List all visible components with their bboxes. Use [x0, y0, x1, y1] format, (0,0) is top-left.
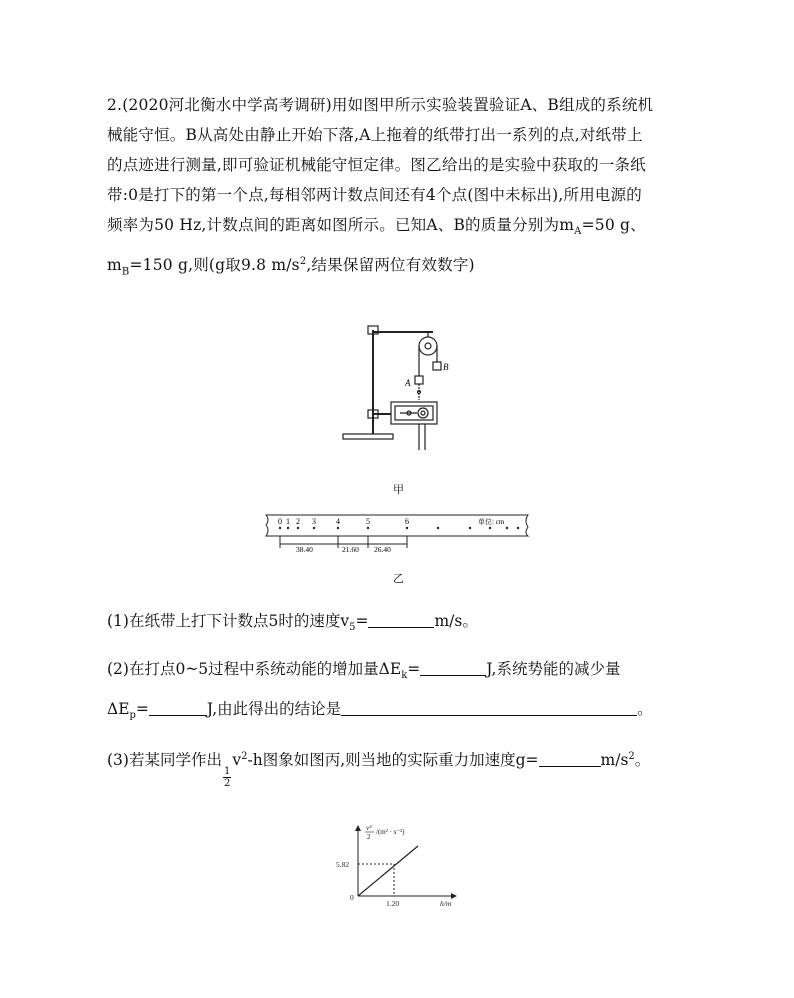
- tape-dot: [437, 527, 439, 529]
- ylabel-den: 2: [367, 833, 371, 841]
- label-a: A: [405, 378, 411, 388]
- graph-figure: [330, 820, 470, 910]
- tape-dot: [489, 527, 491, 529]
- answer-blank-g[interactable]: [539, 748, 601, 767]
- origin-label: 0: [350, 893, 354, 902]
- problem-text: [107, 90, 697, 287]
- point-label-5: 5: [366, 517, 370, 526]
- tape-dot: [367, 527, 369, 529]
- fraction-half: $\frac{1}{2}$: [223, 766, 231, 790]
- point-label-3: 3: [312, 517, 316, 526]
- tape-dot: [469, 527, 471, 529]
- x-value-label: 1.20: [386, 899, 400, 908]
- xlabel: h/m: [440, 899, 452, 908]
- tape-unit: 单位: cm: [478, 518, 505, 526]
- distance-5-6: 26.40: [374, 545, 391, 554]
- stand-base: [343, 434, 393, 439]
- distance-0-4: 38.40: [296, 545, 313, 554]
- tape-figure: [262, 512, 534, 554]
- mass-b: [433, 362, 441, 370]
- tape-dot: [313, 527, 315, 529]
- problem-line-4: 带:0是打下的第一个点,每相邻两计数点间还有4个点(图中未标出),所用电源的: [107, 186, 642, 204]
- question-1: (1)在纸带上打下计数点5时的速度$v_5= m/s$。: [107, 606, 478, 643]
- answer-blank-ep[interactable]: [149, 697, 207, 716]
- point-label-0: 0: [278, 517, 282, 526]
- answer-blank-conclusion[interactable]: [341, 697, 637, 716]
- y-value-label: 5.82: [336, 860, 350, 869]
- figure-b-caption: 乙: [393, 572, 404, 585]
- tape-dot: [297, 527, 299, 529]
- tape-dot: [287, 527, 289, 529]
- mass-a: [415, 376, 423, 384]
- tape-dot: [506, 527, 508, 529]
- ylabel-num: v²: [366, 823, 372, 832]
- apparatus-figure: [335, 320, 465, 455]
- ylabel-unit: /(m² · s⁻²): [376, 828, 405, 836]
- problem-line-2: 械能守恒。B从高处由静止开始下落,A上拖着的纸带打出一系列的点,对纸带上: [107, 126, 643, 144]
- problem-line-1: 2.(2020河北衡水中学高考调研)用如图甲所示实验装置验证A、B组成的系统机: [107, 96, 654, 114]
- tape-dot: [279, 527, 281, 529]
- answer-blank-ek[interactable]: [420, 657, 486, 676]
- answer-blank-v5[interactable]: [368, 609, 434, 628]
- tape-dot: [517, 527, 519, 529]
- question-3: (3)若某同学作出 $\frac{1}{2}$ $v^2-h$图象如图丙,则当地的实际重力加速度$g= m/s^2$。: [107, 742, 650, 789]
- point-label-1: 1: [286, 517, 290, 526]
- graph-line: [358, 846, 418, 896]
- distance-4-5: 21.60: [342, 545, 359, 554]
- point-label-4: 4: [336, 517, 340, 526]
- problem-line-5: 频率为50 Hz,计数点间的距离如图所示。已知A、B的质量分别为$m_A=50$ g、: [107, 216, 646, 238]
- problem-line-6: $m_B=150$ g,则(g取9.8 $m/s^2$,结果保留两位有效数字): [107, 256, 475, 278]
- pulley: [419, 337, 437, 355]
- question-2: (2)在打点0~5过程中系统动能的增加量$\Delta E_k= J$,系统势能的减少量: [107, 654, 620, 691]
- question-2-cont: $\Delta E_p= J$,由此得出的结论是 。: [107, 694, 653, 731]
- label-b: B: [443, 362, 449, 372]
- problem-line-3: 的点迹进行测量,即可验证机械能守恒定律。图乙给出的是实验中获取的一条纸: [107, 156, 646, 174]
- point-label-6: 6: [405, 517, 409, 526]
- tape-dot: [406, 527, 408, 529]
- figure-a-caption: 甲: [393, 483, 404, 496]
- point-label-2: 2: [296, 517, 300, 526]
- tape-dot: [337, 527, 339, 529]
